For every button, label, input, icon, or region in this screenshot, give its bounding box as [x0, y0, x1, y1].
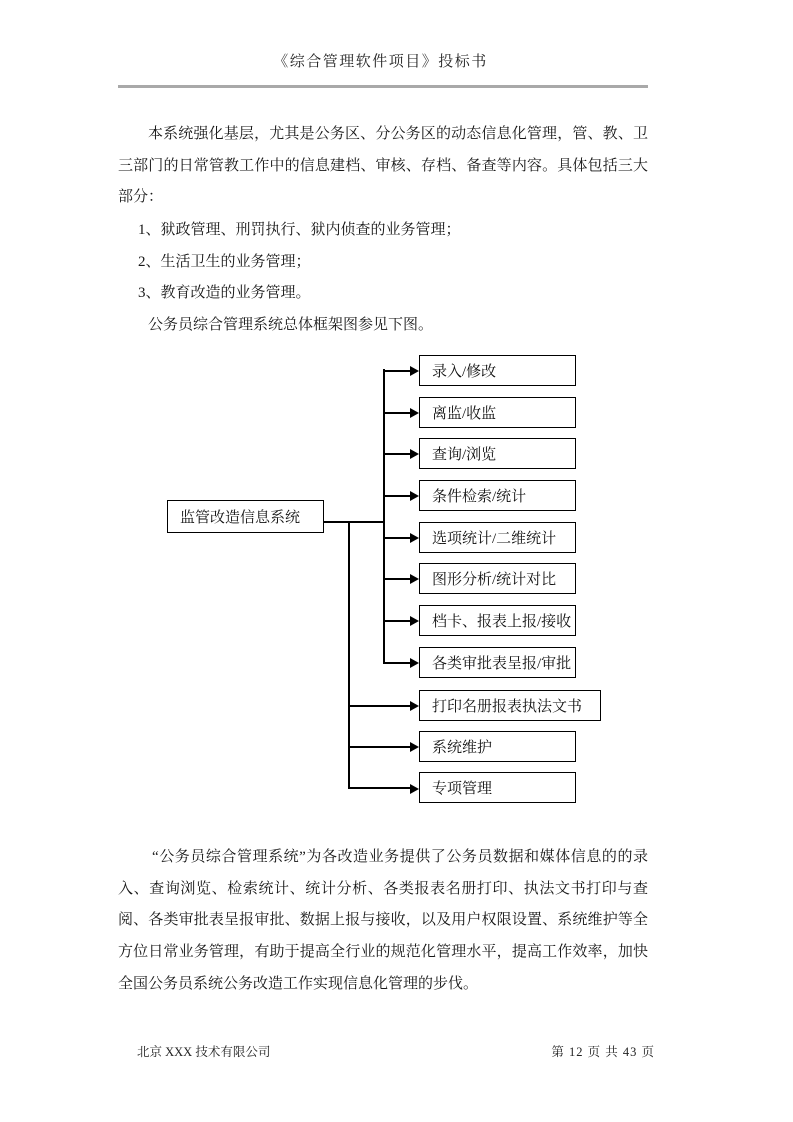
arrow-right-icon [410, 784, 419, 794]
connector-feeder-2 [383, 412, 411, 414]
arrow-right-icon [410, 366, 419, 376]
diagram-box-print-documents: 打印名册报表执法文书 [419, 690, 601, 721]
arrow-right-icon [410, 701, 419, 711]
paragraph-summary: “公务员综合管理系统”为各改造业务提供了公务员数据和媒体信息的的录入、查询浏览、检索统计、统计分析、各类报表名册打印、执法文书打印与查阅、各类审批表呈报审批、数据上报与接收，以及用户权限设置、系统维护等全方位日常业务管理，有助于提高全行业的规范化管理水平，提高工作效率，加快全国公务员系统公务改造工作实现信息化管理的步伐。 [118, 849, 648, 992]
arrow-right-icon [410, 658, 419, 668]
footer-company-name: 北京 XXX 技术有限公司 [137, 1045, 271, 1059]
diagram-box-approval-forms: 各类审批表呈报/审批 [419, 647, 576, 678]
arrow-right-icon [410, 742, 419, 752]
arrow-right-icon [410, 574, 419, 584]
connector-feeder-11 [348, 787, 411, 789]
connector-feeder-10 [348, 746, 411, 748]
arrow-right-icon [410, 408, 419, 418]
connector-root-horizontal [323, 521, 384, 523]
diagram-box-graph-analysis: 图形分析/统计对比 [419, 563, 576, 594]
arrow-right-icon [410, 491, 419, 501]
diagram-box-release-intake: 离监/收监 [419, 397, 576, 428]
diagram-box-special-manage: 专项管理 [419, 772, 576, 803]
connector-feeder-3 [383, 453, 411, 455]
diagram-box-entry-modify: 录入/修改 [419, 355, 576, 386]
arrow-right-icon [410, 616, 419, 626]
figure-reference-line: 公务员综合管理系统总体框架图参见下图。 [148, 317, 434, 333]
list-item-2: 2、生活卫生的业务管理； [138, 253, 311, 270]
page-header-title: 《综合管理软件项目》投标书 [273, 54, 488, 70]
connector-feeder-6 [383, 578, 411, 580]
connector-feeder-9 [348, 705, 411, 707]
list-item-3: 3、教育改造的业务管理。 [138, 285, 311, 302]
connector-feeder-7 [383, 620, 411, 622]
connector-feeder-1 [383, 370, 411, 372]
diagram-root-box: 监管改造信息系统 [167, 500, 324, 533]
connector-feeder-8 [383, 662, 411, 664]
connector-feeder-4 [383, 495, 411, 497]
footer-page-number: 第 12 页 共 43 页 [551, 1045, 655, 1059]
header-rule [118, 85, 648, 88]
list-item-1: 1、狱政管理、刑罚执行、狱内侦查的业务管理； [138, 222, 461, 238]
diagram-box-option-stats: 选项统计/二维统计 [419, 522, 576, 553]
diagram-box-query-browse: 查询/浏览 [419, 438, 576, 469]
diagram-box-search-stats: 条件检索/统计 [419, 480, 576, 511]
diagram-box-system-maintain: 系统维护 [419, 731, 576, 762]
arrow-right-icon [410, 533, 419, 543]
numbered-list [138, 215, 648, 310]
connector-feeder-5 [383, 537, 411, 539]
connector-trunk-lower [348, 521, 350, 789]
diagram-box-report-upload: 档卡、报表上报/接收 [419, 605, 576, 636]
arrow-right-icon [410, 449, 419, 459]
paragraph-intro: 本系统强化基层，尤其是公务区、分公务区的动态信息化管理，管、教、卫三部门的日常管教工作中的信息建档、审核、存档、备查等内容。具体包括三大部分： [118, 126, 648, 206]
